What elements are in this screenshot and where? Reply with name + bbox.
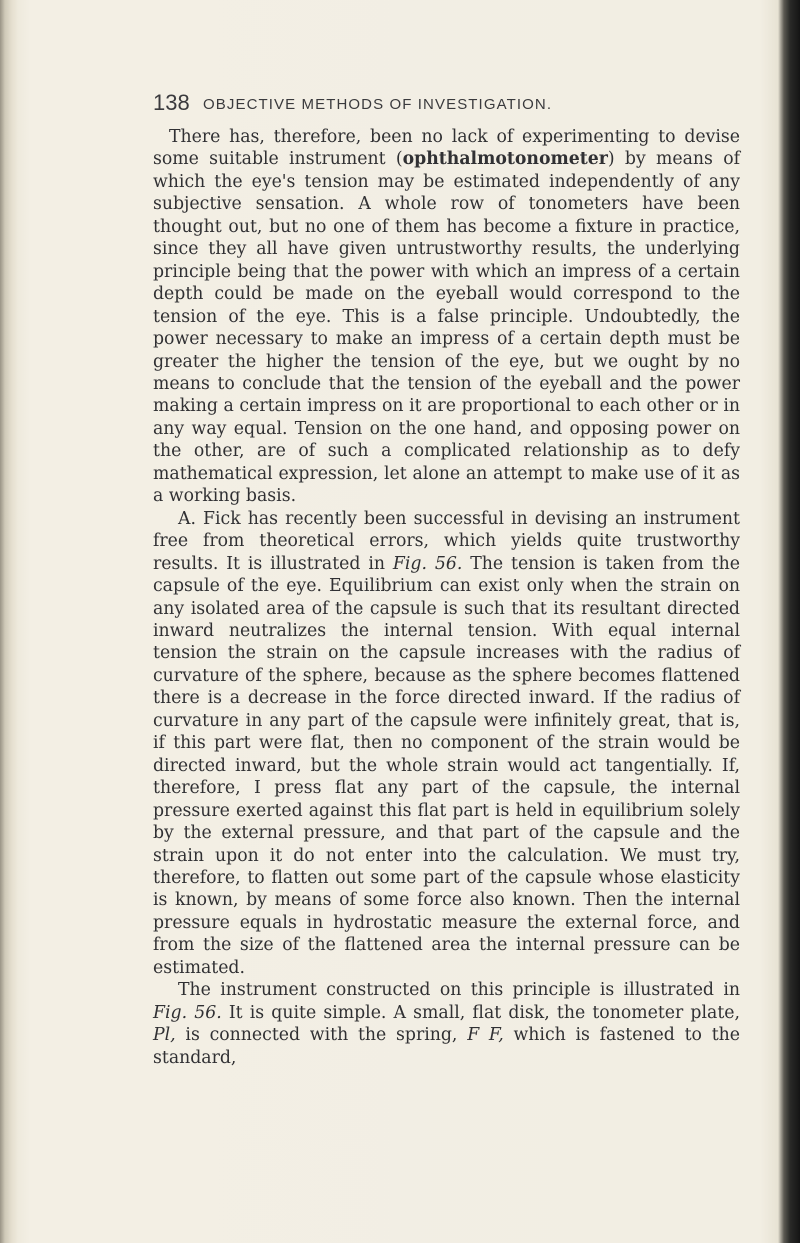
body-text <box>153 126 740 1069</box>
spring-label: F F, <box>467 1025 504 1046</box>
paragraph-3-text-a: The instrument constructed on this principle is illustrated in <box>178 980 740 1001</box>
paragraph-3 <box>153 979 740 1069</box>
book-spine-edge <box>778 0 800 1243</box>
plate-label: Pl, <box>153 1025 176 1046</box>
page-left-edge-shadow <box>0 0 18 1243</box>
paragraph-3-text-b: It is quite simple. A small, flat disk, the tonometer plate, <box>221 1002 740 1023</box>
paragraph-2-text-b: The tension is taken from the capsule of the eye. Equilibrium can exist only when the strain on any isolated area of the capsule is such that its resultant directed inward neutralizes the internal tension. With equal internal tension the strain on the capsule increases with the radius of curvature of the sphere, because as the sphere becomes flattened there is a decrease in the force directed inward. If the radius of curvature in any part of the capsule were infinitely great, that is, if this part were flat, then no component of the strain would be directed inward, but the whole strain would act tangentially. If, therefore, I press flat any part of the capsule, the internal pressure exerted against this flat part is held in equilibrium solely by the external pressure, and that part of the capsule and the strain upon it do not enter into the calculation. We must try, therefore, to flatten out some part of the capsule whose elasticity is known, by means of some force also known. Then the internal pressure equals in hydrostatic measure the external force, and from the size of the flattened area the internal pressure can be estimated. <box>153 553 740 978</box>
term-ophthalmotonometer: ophthalmotonometer <box>402 149 608 170</box>
running-head: OBJECTIVE METHODS OF INVESTIGATION. <box>203 96 553 113</box>
figure-reference: Fig. 56. <box>392 553 463 574</box>
page-header <box>153 90 773 124</box>
paragraph-1-text-b: ) by means of which the eye's tension may be estimated independently of any subjective sensation. A whole row of tonometers have been thought out, but no one of them has become a fixture in practice, since they all have given untrustworthy results, the underlying principle being that the power with which an impress of a certain depth could be made on the eyeball would correspond to the tension of the eye. This is a false principle. Undoubtedly, the power necessary to make an impress of a certain depth must be greater the higher the tension of the eye, but we ought by no means to conclude that the tension of the eyeball and the power making a certain impress on it are proportional to each other or in any way equal. Tension on the one hand, and opposing power on the other, are of such a complicated relationship as to defy mathematical expression, let alone an attempt to make use of it as a working basis. <box>153 149 740 507</box>
page-number: 138 <box>153 90 190 115</box>
paragraph-3-text-d: which is fastened to the standard, <box>153 1025 740 1068</box>
paragraph-2 <box>153 508 740 980</box>
paragraph-1 <box>153 126 740 508</box>
paragraph-2-text-a: A. Fick has recently been successful in devising an instrument free from theoretical errors, which yields quite trustworthy results. It is illustrated in <box>153 508 740 574</box>
paragraph-1-text-a: There has, therefore, been no lack of experimenting to devise some suitable instrument ( <box>153 127 740 170</box>
paragraph-3-text-c: is connected with the spring, <box>175 1025 468 1046</box>
figure-reference: Fig. 56. <box>153 1002 222 1023</box>
